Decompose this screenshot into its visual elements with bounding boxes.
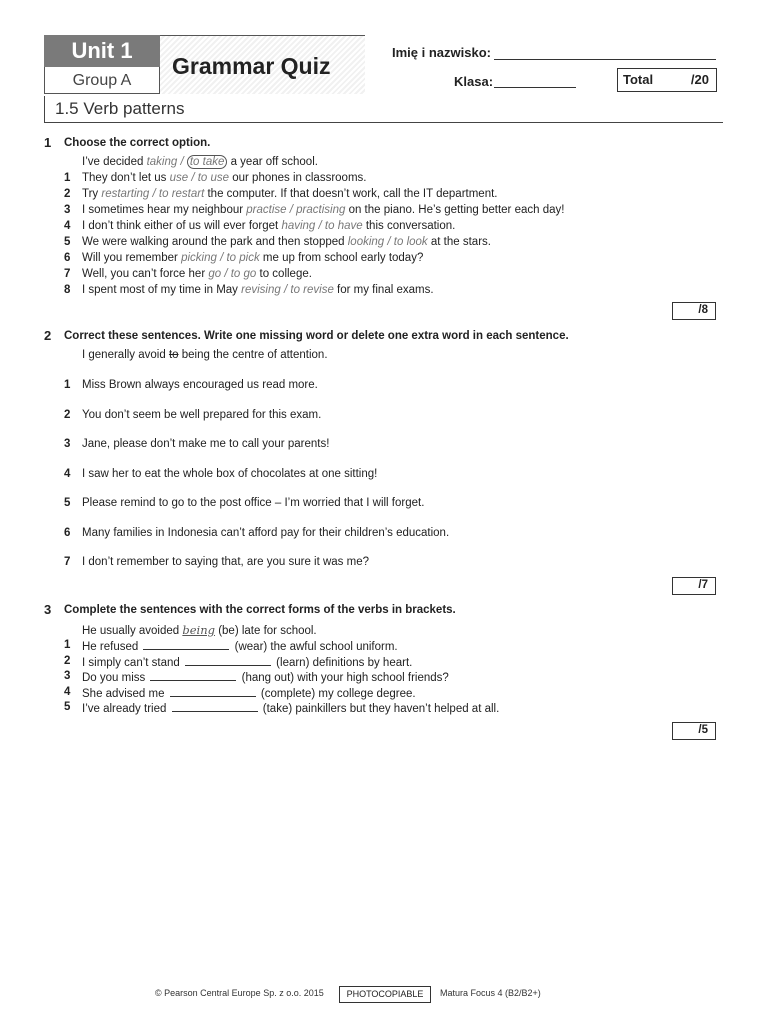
- item-option-1: revising: [241, 284, 281, 296]
- task1-instruction: Choose the correct option.: [64, 137, 211, 149]
- item-text-end: to college.: [256, 268, 312, 280]
- task1-number: 1: [44, 135, 52, 150]
- item-option-2: to look: [393, 236, 428, 248]
- item-text-start: We were walking around the park and then stopped: [82, 236, 348, 248]
- answer-blank[interactable]: [170, 686, 256, 697]
- item-text-start: I sometimes hear my neighbour: [82, 204, 247, 216]
- item-text-start: I’ve already tried: [82, 703, 170, 715]
- task3-item: [82, 655, 412, 669]
- task2-item-number: 5: [64, 497, 71, 509]
- task1-item: [82, 204, 564, 216]
- task3-item: [82, 701, 499, 715]
- task3-item: [82, 639, 398, 653]
- item-text-end: on the piano. He’s getting better each day!: [345, 204, 565, 216]
- task2-item-number: 7: [64, 556, 71, 568]
- class-label: Klasa:: [454, 74, 494, 89]
- task3-item-number: 4: [64, 686, 71, 698]
- item-text-start: I spent most of my time in May: [82, 284, 242, 296]
- total-value: /20: [690, 72, 709, 87]
- example-option-1: taking: [146, 156, 178, 168]
- example-text-end: being the centre of attention.: [178, 349, 328, 361]
- item-text-end: me up from school early today?: [259, 252, 424, 264]
- task2-item-number: 4: [64, 468, 71, 480]
- item-text-start: She advised me: [82, 688, 168, 700]
- task1-item: [82, 188, 498, 200]
- item-text-end: this conversation.: [362, 220, 456, 232]
- item-separator: /: [221, 268, 231, 280]
- task1-item-number: 1: [64, 172, 71, 184]
- item-text-start: They don’t let us: [82, 172, 170, 184]
- answer-blank[interactable]: [150, 670, 236, 681]
- task3-item-number: 1: [64, 639, 71, 651]
- answer-blank[interactable]: [143, 639, 229, 650]
- item-text-end: our phones in classrooms.: [229, 172, 367, 184]
- task2-item-sentence: Jane, please don’t make me to call your parents!: [82, 438, 330, 450]
- item-text-end: (hang out) with your high school friends?: [238, 672, 449, 684]
- item-option-2: to go: [230, 268, 257, 280]
- task3-item: [82, 670, 449, 684]
- task1-item-number: 6: [64, 252, 71, 264]
- example-text-end: a year off school.: [227, 156, 318, 168]
- task1-item: [82, 236, 491, 248]
- task2-item-number: 6: [64, 527, 71, 539]
- task2-item-number: 3: [64, 438, 71, 450]
- example-separator: /: [177, 156, 187, 168]
- item-option-2: to have: [324, 220, 363, 232]
- item-text-end: the computer. If that doesn’t work, call the IT department.: [204, 188, 498, 200]
- section-title-box: [44, 96, 723, 123]
- item-option-2: to restart: [158, 188, 205, 200]
- task3-score-box: [672, 722, 716, 740]
- item-text-start: Do you miss: [82, 672, 149, 684]
- total-score-box: [617, 68, 717, 92]
- item-text-start: He refused: [82, 641, 142, 653]
- item-text-start: Try: [82, 188, 102, 200]
- section-title: 1.5 Verb patterns: [55, 99, 185, 118]
- task2-score-box: [672, 577, 716, 595]
- task1-item-number: 5: [64, 236, 71, 248]
- name-label: Imię i nazwisko:: [392, 45, 491, 60]
- task2-score: /7: [698, 579, 708, 591]
- quiz-title: Grammar Quiz: [172, 53, 331, 79]
- answer-blank[interactable]: [185, 655, 271, 666]
- task1-item: [82, 220, 455, 232]
- item-separator: /: [384, 236, 394, 248]
- example-handwritten-answer: being: [182, 623, 215, 637]
- item-option-1: go: [208, 268, 222, 280]
- item-option-1: restarting: [101, 188, 150, 200]
- task3-item-number: 3: [64, 670, 71, 682]
- item-text-start: Will you remember: [82, 252, 182, 264]
- task2-example: [82, 349, 328, 361]
- item-text-end: at the stars.: [427, 236, 491, 248]
- item-text-end: (complete) my college degree.: [257, 688, 416, 700]
- example-text-start: He usually avoided: [82, 625, 183, 637]
- task1-score: /8: [698, 304, 708, 316]
- item-option-1: use: [169, 172, 189, 184]
- example-text-start: I generally avoid: [82, 349, 169, 361]
- task1-item: [82, 172, 366, 184]
- item-option-2: to use: [197, 172, 230, 184]
- task1-item-number: 2: [64, 188, 71, 200]
- task3-number: 3: [44, 602, 52, 617]
- total-label: Total: [623, 72, 654, 87]
- class-field[interactable]: [494, 87, 576, 88]
- item-option-2: to pick: [226, 252, 260, 264]
- task1-item-number: 7: [64, 268, 71, 280]
- item-text-end: (take) painkillers but they haven’t helped at all.: [259, 703, 500, 715]
- item-separator: /: [286, 204, 297, 216]
- task1-item-number: 8: [64, 284, 71, 296]
- item-separator: /: [188, 172, 198, 184]
- answer-blank[interactable]: [172, 701, 258, 712]
- task3-instruction: Complete the sentences with the correct forms of the verbs in brackets.: [64, 604, 456, 616]
- task1-item-number: 4: [64, 220, 71, 232]
- item-separator: /: [216, 252, 227, 264]
- footer-copyright: © Pearson Central Europe Sp. z o.o. 2015: [155, 988, 324, 998]
- task3-score: /5: [698, 724, 708, 736]
- item-option-1: practise: [246, 204, 287, 216]
- task2-item-sentence: I saw her to eat the whole box of chocolates at one sitting!: [82, 468, 378, 480]
- item-text-start: I don’t think either of us will ever forget: [82, 220, 282, 232]
- footer-book-title: Matura Focus 4 (B2/B2+): [440, 988, 541, 998]
- task1-item: [82, 284, 434, 296]
- photocopiable-badge: PHOTOCOPIABLE: [339, 986, 431, 1003]
- example-text-start: I’ve decided: [82, 156, 147, 168]
- item-option-2: practising: [296, 204, 346, 216]
- item-option-1: looking: [347, 236, 385, 248]
- task2-item-sentence: I don’t remember to saying that, are you sure it was me?: [82, 556, 369, 568]
- task1-item: [82, 268, 312, 280]
- task2-item-number: 1: [64, 379, 71, 391]
- task3-example: [82, 623, 317, 637]
- group-label: Group A: [44, 67, 160, 94]
- task2-item-sentence: Please remind to go to the post office – I’m worried that I will forget.: [82, 497, 425, 509]
- quiz-title-box: [160, 35, 365, 94]
- example-struck-word: to: [168, 349, 179, 361]
- task2-item-number: 2: [64, 409, 71, 421]
- example-option-2-circled: to take: [187, 155, 228, 169]
- task2-item-sentence: Many families in Indonesia can’t afford pay for their children’s education.: [82, 527, 450, 539]
- task1-example: [82, 156, 318, 168]
- task3-item-number: 5: [64, 701, 71, 713]
- task2-instruction: Correct these sentences. Write one missing word or delete one extra word in each sentence.: [64, 330, 569, 342]
- task2-number: 2: [44, 328, 52, 343]
- task3-item: [82, 686, 416, 700]
- item-text-end: (learn) definitions by heart.: [272, 657, 413, 669]
- item-separator: /: [280, 284, 291, 296]
- item-option-1: picking: [181, 252, 217, 264]
- item-text-end: for my final exams.: [333, 284, 434, 296]
- task3-item-number: 2: [64, 655, 71, 667]
- task2-item-sentence: Miss Brown always encouraged us read more.: [82, 379, 318, 391]
- name-field[interactable]: [494, 59, 716, 60]
- task1-item-number: 3: [64, 204, 71, 216]
- item-separator: /: [315, 220, 325, 232]
- item-text-end: (wear) the awful school uniform.: [231, 641, 398, 653]
- task2-item-sentence: You don’t seem be well prepared for this exam.: [82, 409, 322, 421]
- item-option-2: to revise: [290, 284, 334, 296]
- item-separator: /: [149, 188, 159, 200]
- item-text-start: I simply can’t stand: [82, 657, 183, 669]
- unit-label: Unit 1: [44, 35, 160, 67]
- example-text-end: (be) late for school.: [215, 625, 317, 637]
- task1-score-box: [672, 302, 716, 320]
- item-text-start: Well, you can’t force her: [82, 268, 209, 280]
- item-option-1: having: [281, 220, 316, 232]
- task1-item: [82, 252, 423, 264]
